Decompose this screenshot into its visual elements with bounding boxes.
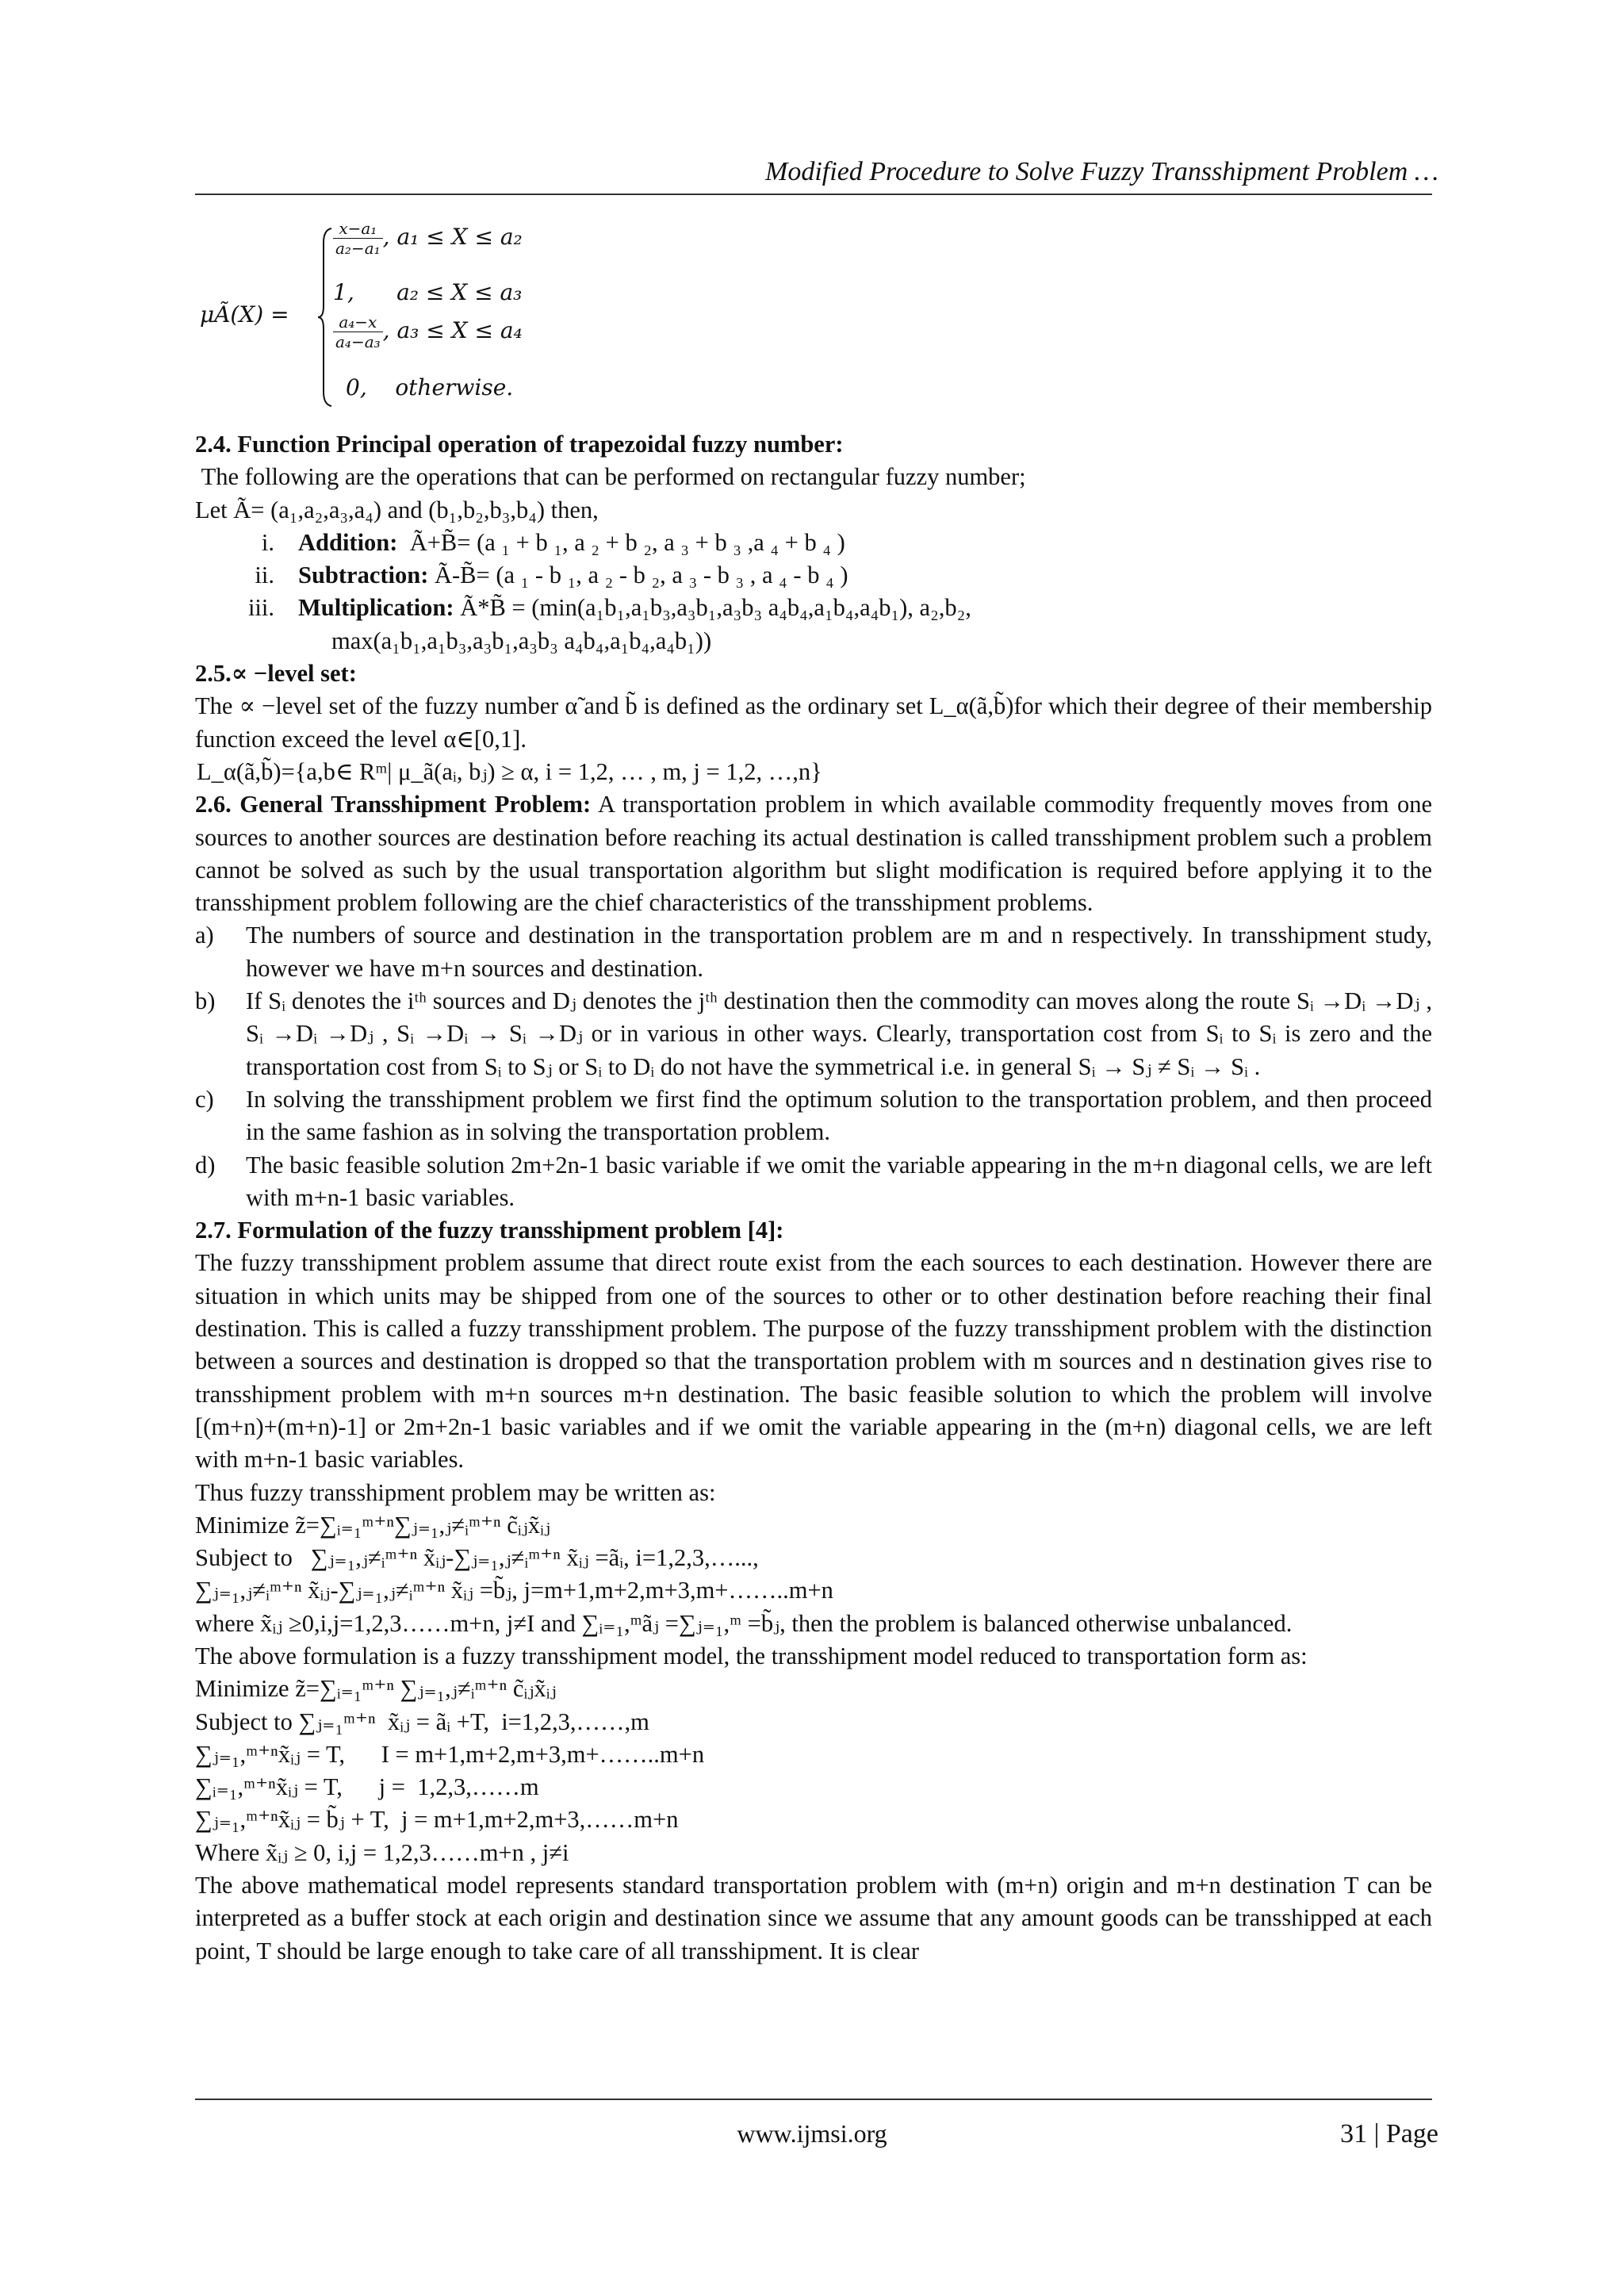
footer-page-number: 31 | Page [1340,2119,1438,2148]
op-multiplication-cont: max(a₁b₁,a₁b₃,a₃b₁,a₃b₃ a₄b₄,a₁b₄,a₄b₁)) [331,627,712,654]
equation-minimize-2: Minimize z̃=∑ᵢ₌₁ᵐ⁺ⁿ ∑ⱼ₌₁,ⱼ≠ᵢᵐ⁺ⁿ c̃ᵢⱼx̃ᵢⱼ [195,1675,557,1703]
equation-constraint-5: ∑ᵢ₌₁,ᵐ⁺ⁿx̃ᵢⱼ = T, j = 1,2,3,……m [195,1773,539,1801]
membership-row-1: $\frac{\text{x−a₁}}{\text{a₂−a₁}}$ , a₁ ≤ X ≤ a₂ [333,219,523,258]
equation-minimize-1: Minimize z̃=∑ᵢ₌₁ᵐ⁺ⁿ∑ⱼ₌₁,ⱼ≠ᵢᵐ⁺ⁿ c̃ᵢⱼx̃ᵢⱼ [195,1511,551,1539]
membership-row-4: 0, otherwise. [346,374,514,401]
footer-rule [195,2099,1432,2100]
header-rule [195,194,1432,195]
op-subtraction: ii. Subtraction: Ã-B̃= (a ₁ - b ₁, a ₂ - b ₂, a ₃ - b ₃ , a ₄ - b ₄ ) [255,562,848,589]
equation-constraint-4: ∑ⱼ₌₁,ᵐ⁺ⁿx̃ᵢⱼ = T, I = m+1,m+2,m+3,m+……..m+n [195,1740,705,1768]
section-2-5-text: The ∝ −level set of the fuzzy number α̃ and b̃ is defined as the ordinary set L_α(ã,b̃)for which their degree of their membership function exceed the level α∈[0,1]. [195,692,1432,753]
equation-constraint-6: ∑ⱼ₌₁,ᵐ⁺ⁿx̃ᵢⱼ = b̃ⱼ + T, j = m+1,m+2,m+3,……m+n [195,1806,679,1834]
list-item: b) If Sᵢ denotes the iᵗʰ sources and Dⱼ denotes the jᵗʰ destination then the commodity can moves along the route Sᵢ →Dᵢ →Dⱼ , Sᵢ →Dᵢ →Dⱼ , Sᵢ →Dᵢ → Sᵢ →Dⱼ or in various in other ways. Clearly, transportation cost from Sᵢ to Sᵢ is zero and the transportation cost from Sᵢ to Sⱼ or Sᵢ to Dᵢ do not have the symmetrical i.e. in general Sᵢ → Sⱼ ≠ Sᵢ → Sᵢ . [195,987,1432,1080]
section-2-5-heading: 2.5.∝ −level set: [195,660,357,688]
section-2-4-let: Let Ã= (a₁,a₂,a₃,a₄) and (b₁,b₂,b₃,b₄) then, [195,496,599,523]
equation-constraint-2: ∑ⱼ₌₁,ⱼ≠ᵢᵐ⁺ⁿ x̃ᵢⱼ-∑ⱼ₌₁,ⱼ≠ᵢᵐ⁺ⁿ x̃ᵢⱼ =b̃ⱼ, j=m+1,m+2,m+3,m+……..m+n [195,1577,833,1604]
membership-lhs: μÃ(X) = [200,301,289,328]
section-2-4-heading: 2.4. Function Principal operation of trapezoidal fuzzy number: [195,431,844,458]
running-title: Modified Procedure to Solve Fuzzy Transshipment Problem … [765,157,1438,186]
section-2-7-thus: Thus fuzzy transshipment problem may be written as: [195,1478,716,1506]
section-2-5-set: L_α(ã,b̃)={a,b∈ Rᵐ| μ_ã(aᵢ, bⱼ) ≥ α, i = 1,2, … , m, j = 1,2, …,n} [197,757,822,785]
op-addition: i. Addition: Ã+B̃= (a ₁ + b ₁, a ₂ + b ₂, a ₃ + b ₃ ,a ₄ + b ₄ ) [261,528,845,556]
section-2-7-heading: 2.7. Formulation of the fuzzy transshipment problem [4]: [195,1217,784,1244]
equation-where-2: Where x̃ᵢⱼ ≥ 0, i,j = 1,2,3……m+n , j≠i [195,1838,569,1866]
membership-row-3: $\frac{\text{a₄−x}}{\text{a₄−a₃}}$ , a₃ ≤ X ≤ a₄ [333,312,523,351]
op-multiplication: iii. Multiplication: Ã*B̃ = (min(a₁b₁,a₁b₃,a₃b₁,a₃b₃ a₄b₄,a₁b₄,a₄b₁), a₂,b₂, [247,594,971,622]
list-item: d) The basic feasible solution 2m+2n-1 basic variable if we omit the variable appearing in the m+n diagonal cells, we are left with m+n-1 basic variables. [195,1151,1432,1211]
equation-constraint-1: Subject to ∑ⱼ₌₁,ⱼ≠ᵢᵐ⁺ⁿ x̃ᵢⱼ-∑ⱼ₌₁,ⱼ≠ᵢᵐ⁺ⁿ x̃ᵢⱼ =ãᵢ, i=1,2,3,…..., [195,1544,759,1572]
section-2-7-final: The above mathematical model represents standard transportation problem with (m+n) origin and m+n destination T can be interpreted as a buffer stock at each origin and destination since we assume that any amount goods can be transshipped at each point, T should be large enough to take care of all transshipment. It is clear [195,1872,1432,1964]
section-2-6-para: 2.6. General Transshipment Problem: A transportation problem in which available commodity frequently moves from one sources to another sources are destination before reaching its actual destination is called transshipment problem such a problem cannot be solved as such by the usual transportation algorithm but slight modification is required before applying it to the transshipment problem following are the chief characteristics of the transshipment problems. [195,791,1432,917]
section-2-7-above: The above formulation is a fuzzy transshipment model, the transshipment model reduced to transportation form as: [195,1642,1308,1669]
equation-where-1: where x̃ᵢⱼ ≥0,i,j=1,2,3……m+n, j≠I and ∑ᵢ₌₁,ᵐãⱼ =∑ⱼ₌₁,ᵐ =b̃ⱼ, then the problem is balanced otherwise unbalanced. [195,1609,1293,1637]
membership-function [200,219,596,409]
page-body [195,428,1432,1968]
section-2-7-para: The fuzzy transshipment problem assume that direct route exist from the each sources to each destination. However there are situation in which units may be shipped from one of the sources to other or to other destination before reaching their final destination. This is called a fuzzy transshipment problem. The purpose of the fuzzy transshipment problem with the distinction between a sources and destination is dropped so that the transportation problem with m sources and n destination gives rise to transshipment problem with m+n sources m+n destination. The basic feasible solution to which the problem will involve [(m+n)+(m+n)-1] or 2m+2n-1 basic variables and if we omit the variable appearing in the (m+n) diagonal cells, we are left with m+n-1 basic variables. [195,1249,1432,1474]
membership-row-2: 1, a₂ ≤ X ≤ a₃ [333,279,523,305]
section-2-4-intro: The following are the operations that can be performed on rectangular fuzzy number; [195,463,1026,491]
footer-website: www.ijmsi.org [737,2119,887,2148]
equation-constraint-3: Subject to ∑ⱼ₌₁ᵐ⁺ⁿ x̃ᵢⱼ = ãᵢ +T, i=1,2,3,……,m [195,1708,649,1735]
brace-icon [317,227,333,408]
list-item: c) In solving the transshipment problem we first find the optimum solution to the transportation problem, and then proceed in the same fashion as in solving the transportation problem. [195,1085,1432,1146]
list-item: a) The numbers of source and destination in the transportation problem are m and n respectively. In transshipment study, however we have m+n sources and destination. [195,922,1432,982]
